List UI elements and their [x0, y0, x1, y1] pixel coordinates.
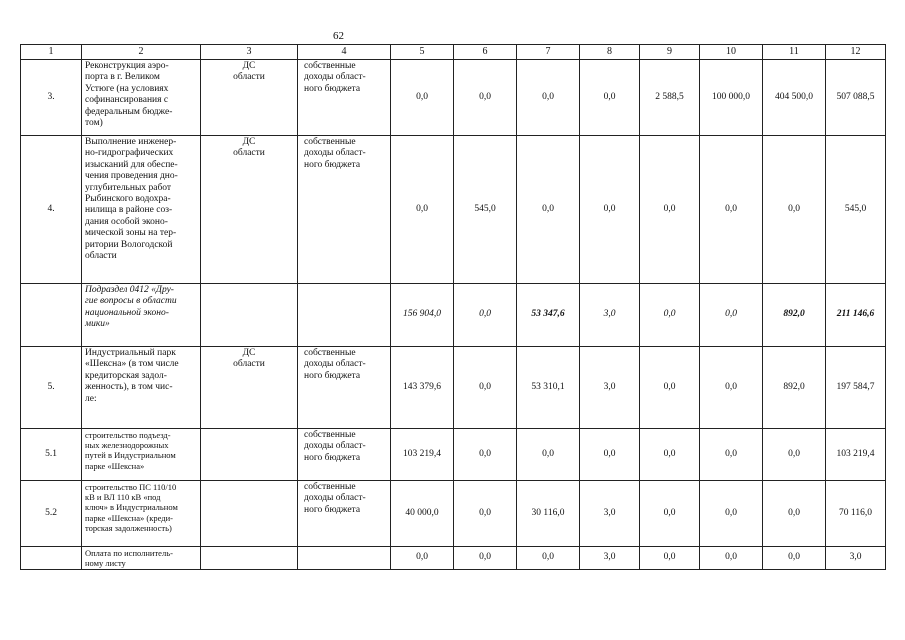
- item-name: Реконструкция аэро- порта в г. Великом Устюге (на условиях софинансирования с федеральным бюдже- том): [82, 60, 201, 136]
- col-header: 3: [201, 45, 298, 60]
- amount-cell: 892,0: [763, 347, 826, 429]
- amount-cell: 103 219,4: [391, 429, 454, 481]
- amount-cell: 3,0: [580, 547, 640, 570]
- amount-cell: 0,0: [640, 284, 700, 347]
- budget-table: [20, 44, 886, 570]
- table-body: [21, 60, 886, 570]
- col-header: 9: [640, 45, 700, 60]
- amount-cell: 197 584,7: [826, 347, 886, 429]
- agency: [201, 481, 298, 547]
- amount-cell: 507 088,5: [826, 60, 886, 136]
- table-row: [21, 429, 886, 481]
- amount-cell: 0,0: [517, 136, 580, 284]
- col-header: 8: [580, 45, 640, 60]
- item-name: Подраздел 0412 «Дру- гие вопросы в области национальной эконо- мики»: [82, 284, 201, 347]
- item-name: Выполнение инженер- но-гидрографических изысканий для обеспе- чения проведения дно- углубительных работ Рыбинского водохра- нилища в районе соз- дания особой эконо- мической зоны на тер- ритории Вологодской области: [82, 136, 201, 284]
- agency: [201, 429, 298, 481]
- amount-cell: 2 588,5: [640, 60, 700, 136]
- funding-source: [298, 547, 391, 570]
- row-number: [21, 284, 82, 347]
- row-number: 5.1: [21, 429, 82, 481]
- amount-cell: 0,0: [640, 547, 700, 570]
- amount-cell: 0,0: [700, 547, 763, 570]
- amount-cell: 0,0: [517, 429, 580, 481]
- amount-cell: 0,0: [580, 136, 640, 284]
- amount-cell: 3,0: [580, 284, 640, 347]
- amount-cell: 211 146,6: [826, 284, 886, 347]
- table-row: [21, 481, 886, 547]
- amount-cell: 892,0: [763, 284, 826, 347]
- amount-cell: 0,0: [391, 136, 454, 284]
- agency: [201, 284, 298, 347]
- agency: [201, 547, 298, 570]
- agency: ДС области: [201, 60, 298, 136]
- amount-cell: 0,0: [454, 547, 517, 570]
- table-row: [21, 136, 886, 284]
- amount-cell: 0,0: [454, 429, 517, 481]
- row-number: 5.2: [21, 481, 82, 547]
- amount-cell: 0,0: [763, 136, 826, 284]
- amount-cell: 143 379,6: [391, 347, 454, 429]
- col-header: 7: [517, 45, 580, 60]
- agency: ДС области: [201, 136, 298, 284]
- amount-cell: 545,0: [826, 136, 886, 284]
- amount-cell: 3,0: [826, 547, 886, 570]
- funding-source: собственные доходы област- ного бюджета: [298, 429, 391, 481]
- amount-cell: 0,0: [640, 481, 700, 547]
- col-header: 6: [454, 45, 517, 60]
- amount-cell: 3,0: [580, 481, 640, 547]
- item-name: строительство ПС 110/10 кВ и ВЛ 110 кВ «под ключ» в Индустриальном парке «Шексна» (креди- торская задолженность): [82, 481, 201, 547]
- funding-source: собственные доходы област- ного бюджета: [298, 481, 391, 547]
- row-number: 4.: [21, 136, 82, 284]
- row-number: 3.: [21, 60, 82, 136]
- item-name: строительство подъезд- ных железнодорожных путей в Индустриальном парке «Шексна»: [82, 429, 201, 481]
- amount-cell: 103 219,4: [826, 429, 886, 481]
- amount-cell: 53 347,6: [517, 284, 580, 347]
- amount-cell: 0,0: [640, 136, 700, 284]
- table-row: [21, 60, 886, 136]
- amount-cell: 0,0: [454, 481, 517, 547]
- table-row: [21, 347, 886, 429]
- amount-cell: 0,0: [700, 136, 763, 284]
- amount-cell: 0,0: [640, 347, 700, 429]
- funding-source: собственные доходы област- ного бюджета: [298, 60, 391, 136]
- col-header: 11: [763, 45, 826, 60]
- amount-cell: 0,0: [763, 429, 826, 481]
- funding-source: собственные доходы област- ного бюджета: [298, 347, 391, 429]
- amount-cell: 0,0: [763, 547, 826, 570]
- amount-cell: 0,0: [763, 481, 826, 547]
- amount-cell: 0,0: [700, 347, 763, 429]
- amount-cell: 70 116,0: [826, 481, 886, 547]
- amount-cell: 0,0: [700, 429, 763, 481]
- col-header: 4: [298, 45, 391, 60]
- col-header: 1: [21, 45, 82, 60]
- col-header: 5: [391, 45, 454, 60]
- amount-cell: 0,0: [391, 547, 454, 570]
- header-row: [21, 45, 886, 60]
- row-number: 5.: [21, 347, 82, 429]
- amount-cell: 100 000,0: [700, 60, 763, 136]
- amount-cell: 0,0: [517, 60, 580, 136]
- amount-cell: 545,0: [454, 136, 517, 284]
- row-number: [21, 547, 82, 570]
- amount-cell: 0,0: [700, 481, 763, 547]
- amount-cell: 0,0: [391, 60, 454, 136]
- col-header: 2: [82, 45, 201, 60]
- amount-cell: 53 310,1: [517, 347, 580, 429]
- amount-cell: 156 904,0: [391, 284, 454, 347]
- item-name: Оплата по исполнитель- ному листу: [82, 547, 201, 570]
- agency: ДС области: [201, 347, 298, 429]
- amount-cell: 0,0: [640, 429, 700, 481]
- amount-cell: 0,0: [454, 347, 517, 429]
- amount-cell: 30 116,0: [517, 481, 580, 547]
- amount-cell: 0,0: [580, 429, 640, 481]
- amount-cell: 0,0: [580, 60, 640, 136]
- amount-cell: 0,0: [700, 284, 763, 347]
- amount-cell: 0,0: [454, 60, 517, 136]
- table-row: [21, 547, 886, 570]
- amount-cell: 404 500,0: [763, 60, 826, 136]
- table-row: [21, 284, 886, 347]
- page-number: 62: [333, 30, 344, 42]
- funding-source: собственные доходы област- ного бюджета: [298, 136, 391, 284]
- amount-cell: 0,0: [454, 284, 517, 347]
- funding-source: [298, 284, 391, 347]
- amount-cell: 40 000,0: [391, 481, 454, 547]
- amount-cell: 0,0: [517, 547, 580, 570]
- item-name: Индустриальный парк «Шексна» (в том числе кредиторская задол- женность), в том чис- ле:: [82, 347, 201, 429]
- col-header: 12: [826, 45, 886, 60]
- amount-cell: 3,0: [580, 347, 640, 429]
- col-header: 10: [700, 45, 763, 60]
